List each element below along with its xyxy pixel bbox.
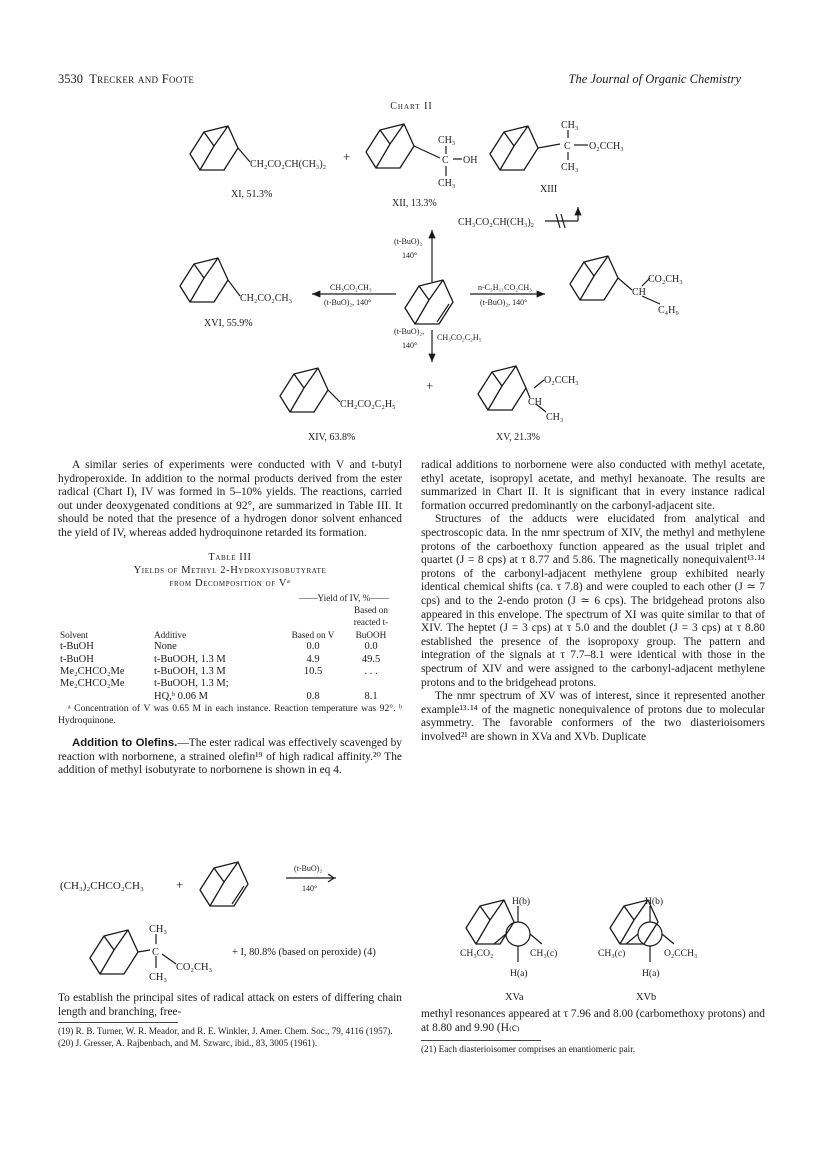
xva-label: XVa [505, 992, 524, 1003]
xii-label: XII, 13.3% [392, 198, 437, 209]
right-column-bottom [421, 1008, 765, 1035]
table-row [58, 666, 402, 678]
xiii-label: XIII [540, 184, 558, 195]
plus-sign: + [426, 378, 434, 393]
xvb-left: CH₃(c) [598, 948, 626, 959]
eq4-reactant: (CH₃)₂CHCO₂CH₃ [60, 880, 144, 892]
bot-cond1: (t-BuO)₂, [394, 327, 425, 336]
left-column-bottom [58, 992, 402, 1019]
eq4-plus: + [176, 877, 184, 892]
left-footnotes [58, 1026, 402, 1049]
chart-title: Chart II [390, 101, 433, 112]
hex-co2ch3: CO₂CH₃ [648, 274, 683, 285]
bot-cond2: 140° [402, 341, 418, 350]
cell-v [286, 678, 340, 690]
xiv-substituent: CH₂CO₂C₂H₅ [340, 399, 396, 410]
header-authors: Trecker and Foote [89, 72, 195, 86]
xvi-substituent: CH₂CO₂CH₃ [240, 293, 293, 304]
left-column [58, 459, 402, 778]
xva-right: CH₃(c) [530, 948, 558, 959]
right-reagent: n-C₅H₁₁CO₂CH₃ [478, 283, 532, 292]
page-number: 3530 [58, 72, 83, 86]
paragraph: A similar series of experiments were conducted with V and t-butyl hydroperoxide. In addition to the normal products derived from the ester radical (Chart I), IV was formed in 5–10% yields. The reactions, carried out under deoxygenated conditions at 92°, are summarized in Table III. It should be noted that the presence of a hydrogen donor solvent enhanced the yield of IV, whereas added hydroquinone retarded its formation. [58, 459, 402, 539]
xiii-o2cch3: O₂CCH₃ [589, 141, 624, 152]
norbornane-ring [190, 126, 238, 170]
footnote-21: (21) Each diasterioisomer comprises an enantiomeric pair. [421, 1044, 636, 1054]
eq4-cond1: (t-BuO)₂ [294, 864, 323, 873]
plus-sign: + [343, 149, 351, 164]
cell-solvent: Me₂CHCO₂Me [60, 678, 125, 690]
run-in-heading: Addition to Olefins. [72, 737, 178, 750]
table-row [58, 678, 402, 690]
xv-label: XV, 21.3% [496, 432, 540, 443]
table-iii [58, 592, 402, 704]
bot-reagent: CH₃CO₂C₂H₅ [437, 333, 482, 342]
col-additive: Additive [154, 629, 187, 640]
eq4-cond2: 140° [302, 884, 318, 893]
xi-substituent: CH₂CO₂CH(CH₃)₂ [250, 159, 327, 170]
xvb-label: XVb [636, 992, 657, 1003]
paragraph: To establish the principal sites of radical attack on esters of differing chain length and branching, free- [58, 992, 402, 1018]
table-label: Table III [208, 551, 252, 563]
xii-oh: OH [463, 155, 478, 166]
left-reagent: CH₃CO₂CH₃ [330, 283, 372, 292]
xvb-hb: H(b) [645, 896, 664, 907]
cell-reacted [340, 678, 402, 690]
paragraph: methyl resonances appeared at τ 7.96 and 8.00 (carbomethoxy protons) and at 8.80 and 9.90 (H₍c₎ [421, 1008, 765, 1034]
top-cond2: 140° [402, 251, 418, 260]
journal-title: The Journal of Organic Chemistry [568, 72, 741, 86]
cell-additive: t-BuOOH, 1.3 M; [154, 678, 229, 690]
xv-ch3: CH₃ [546, 412, 564, 423]
xiii-c: C [564, 141, 571, 152]
top-reagent: CH₃CO₂CH(CH₃)₂ [458, 217, 535, 228]
footnote-rule [421, 1040, 541, 1041]
cell-additive: t-BuOOH, 1.3 M [154, 666, 226, 677]
footnote-20: (20) J. Gresser, A. Rajbenbach, and M. Szwarc, ibid., 83, 3005 (1961). [58, 1037, 318, 1048]
cell-solvent: t-BuOH [60, 653, 94, 665]
eq4-c: C [152, 947, 159, 958]
cell-reacted: 49.5 [361, 653, 381, 665]
paragraph: Structures of the adducts were elucidated from analytical and spectroscopic data. In the nmr spectrum of XIV, the methyl and methylene protons of the carboethoxy function appeared as the usual triplet and quartet (J = 8 cps) at τ 8.77 and 5.86. The magnetically nonequivalent¹³·¹⁴ protons of the carbonyl-adjacent methylene group exhibited nearly identical chemical shifts (ca. τ 7.8) and were coupled to each other (J ≃ 7 cps) and to the 2-endo proton (J ≃ 6 cps). The bridgehead protons also appeared in this envelope. The spectrum of XI was quite similar to that of XIV. The heptet (J = 3 cps) at τ 5.0 and the doublet (J = 3 cps) at τ 8.80 established the presence of the isopropoxy group. The pattern and integration of the signals at τ 7.7–8.1 were identical with those in the spectrum of XIV and were assigned to the carbonyl-adjacent methylene protons and to the bridgehead protons. [421, 513, 765, 689]
xii-ch3-bot: CH₃ [438, 178, 456, 189]
xi-label: XI, 51.3% [231, 189, 273, 200]
cell-v: 0.8 [306, 690, 320, 702]
paragraph: radical additions to norbornene were also conducted with methyl acetate, ethyl acetate, isopropyl acetate, and methyl hexanoate. The results are summarized in Chart II. It is significant that in every instance radical formation occurred predominantly on the carbonyl-adjacent site. [421, 459, 765, 512]
xii-ch3-top: CH₃ [438, 135, 456, 146]
xva-hb: H(b) [512, 896, 531, 907]
table-title-line2: from Decomposition of Vᵃ [169, 577, 291, 589]
col-based-v: Based on V [291, 629, 335, 640]
xv-o2cch3: O₂CCH₃ [544, 375, 579, 386]
right-cond: (t-BuO)₂, 140° [480, 298, 528, 307]
xvi-label: XVI, 55.9% [204, 318, 253, 329]
footnote-rule [58, 1022, 178, 1023]
table-footnote: ᵃ Concentration of V was 0.65 M in each instance. Reaction temperature was 92°. ᵇ Hydroquinone. [58, 703, 402, 727]
xiii-ch3-top: CH₃ [561, 120, 579, 131]
cell-solvent [58, 691, 152, 703]
xvb-ha: H(a) [642, 968, 660, 979]
cell-solvent: t-BuOH [60, 641, 94, 653]
cell-additive: None [154, 641, 177, 653]
cell-additive: t-BuOOH, 1.3 M [154, 653, 226, 665]
table-row [58, 654, 402, 666]
cell-additive: HQ,ᵇ 0.06 M [154, 690, 209, 702]
table-row [58, 641, 402, 653]
cell-solvent: Me₂CHCO₂Me [60, 666, 125, 677]
footnote-19: (19) R. B. Turner, W. R. Meador, and R. E. Winkler, J. Amer. Chem. Soc., 79, 4116 (1957). [58, 1026, 393, 1036]
cell-reacted: . . . [364, 666, 378, 677]
paragraph: —The ester radical was effectively scavenged by reaction with norbornene, a strained olefin¹⁹ of high radical affinity.²⁰ The addition of methyl isobutyrate to norbornene is shown in eq 4. [58, 737, 402, 777]
xva-ha: H(a) [510, 968, 528, 979]
right-column [421, 459, 765, 744]
hex-ch: CH [632, 287, 646, 298]
eq4-yield: + I, 80.8% (based on peroxide) (4) [232, 947, 376, 958]
xiv-label: XIV, 63.8% [308, 432, 356, 443]
xv-ch: CH [528, 397, 542, 408]
cell-v: 4.9 [306, 653, 320, 665]
left-cond: (t-BuO)₂, 140° [324, 298, 372, 307]
xiii-ch3-bot: CH₃ [561, 162, 579, 173]
cell-reacted: 0.0 [364, 641, 378, 653]
top-cond1: (t-BuO)₂ [394, 237, 423, 246]
col-solvent: Solvent [60, 629, 89, 640]
eq4-co2ch3: CO₂CH₃ [176, 962, 213, 973]
cell-reacted: 8.1 [364, 690, 378, 702]
cell-v: 10.5 [303, 666, 323, 677]
cell-v: 0.0 [306, 641, 320, 653]
xvb-right: O₂CCH₃ [664, 948, 698, 959]
yield-header: ——Yield of IV, %—— [299, 592, 389, 603]
paragraph: The nmr spectrum of XV was of interest, since it represented another example¹³·¹⁴ of the magnetic nonequivalence of protons due to molecular asymmetry. The favorable conformers of the two diasterioisomers involved²¹ are shown in XVa and XVb. Duplicate [421, 690, 765, 743]
col-based-reacted: Based on reacted t-BuOOH [353, 604, 389, 640]
eq4-ch3-top: CH₃ [149, 924, 168, 935]
eq4-ch3-bot: CH₃ [149, 972, 168, 983]
table-title-line1: Yields of Methyl 2-Hydroxyisobutyrate [133, 564, 327, 576]
xii-c: C [442, 155, 449, 166]
hex-c4h9: C₄H₉ [658, 305, 679, 316]
xva-left: CH₃CO₂ [460, 948, 494, 959]
chart-ii-scheme [0, 0, 823, 460]
table-row [58, 691, 402, 703]
